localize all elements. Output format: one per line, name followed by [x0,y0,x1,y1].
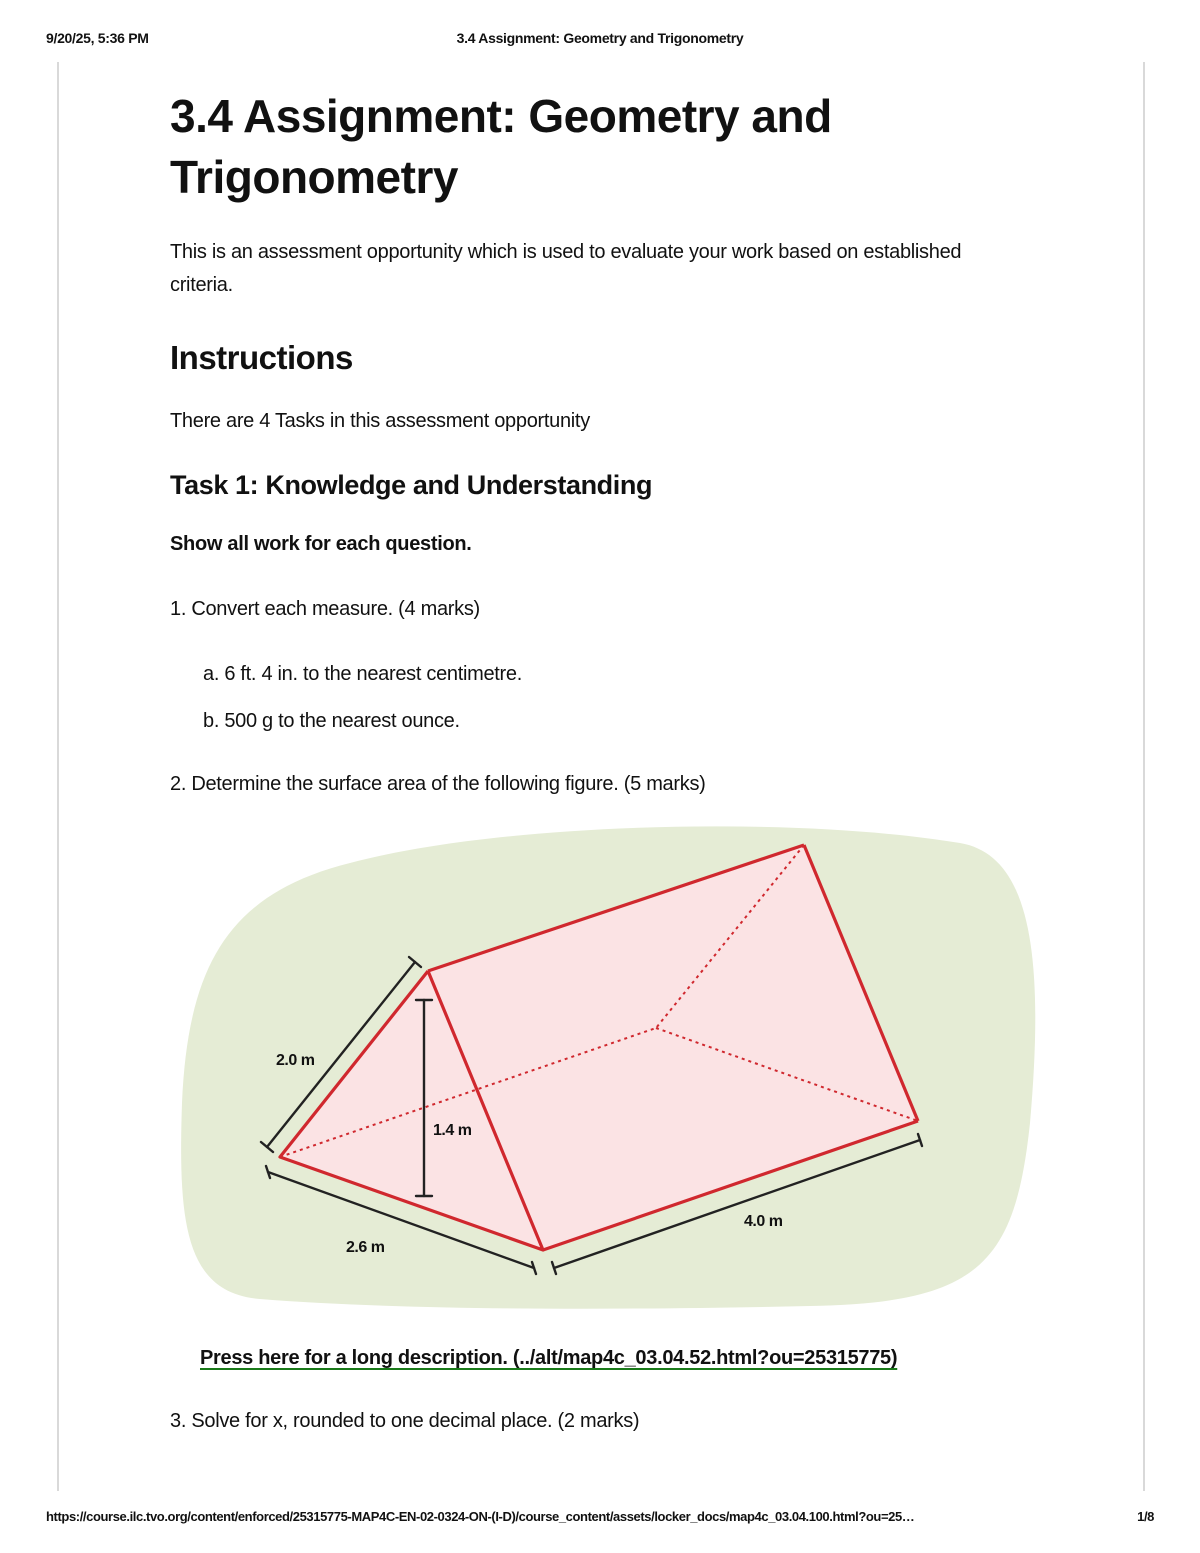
intro-paragraph: This is an assessment opportunity which is used to evaluate your work based on established criteria. [170,241,962,296]
triangular-prism-figure [170,823,1038,1313]
question-1: 1. Convert each measure. (4 marks) [170,598,480,620]
question-3: 3. Solve for x, rounded to one decimal place. (2 marks) [170,1410,640,1432]
tasks-count-text: There are 4 Tasks in this assessment opportunity [170,410,590,432]
print-footer [46,1509,1154,1529]
label-length: 4.0 m [744,1213,783,1230]
page-title: 3.4 Assignment: Geometry and Trigonometry [170,90,832,203]
task1-heading: Task 1: Knowledge and Understanding [170,470,653,500]
print-url: https://course.ilc.tvo.org/content/enforced/25315775-MAP4C-EN-02-0324-ON-(I-D)/course_content/assets/locker_docs/map4c_03.04.100.html?ou=25… [46,1509,915,1524]
page-frame-right-rule [1143,62,1145,1491]
instructions-heading: Instructions [170,339,353,376]
print-header [46,30,1154,50]
print-datetime: 9/20/25, 5:36 PM [46,30,149,46]
long-description-link[interactable]: Press here for a long description. (../alt/map4c_03.04.52.html?ou=25315775) [200,1347,898,1369]
print-page-number: 1/8 [1137,1509,1154,1524]
page-frame-left-rule [57,62,59,1491]
question-2: 2. Determine the surface area of the following figure. (5 marks) [170,773,706,795]
main-content [170,86,1050,798]
label-slant: 2.0 m [276,1052,315,1069]
question-1a: a. 6 ft. 4 in. to the nearest centimetre. [203,663,522,685]
label-height: 1.4 m [433,1122,472,1139]
show-work-note: Show all work for each question. [170,533,472,555]
label-base: 2.6 m [346,1239,385,1256]
question-1b: b. 500 g to the nearest ounce. [203,710,460,732]
print-doc-title: 3.4 Assignment: Geometry and Trigonometry [456,30,744,46]
